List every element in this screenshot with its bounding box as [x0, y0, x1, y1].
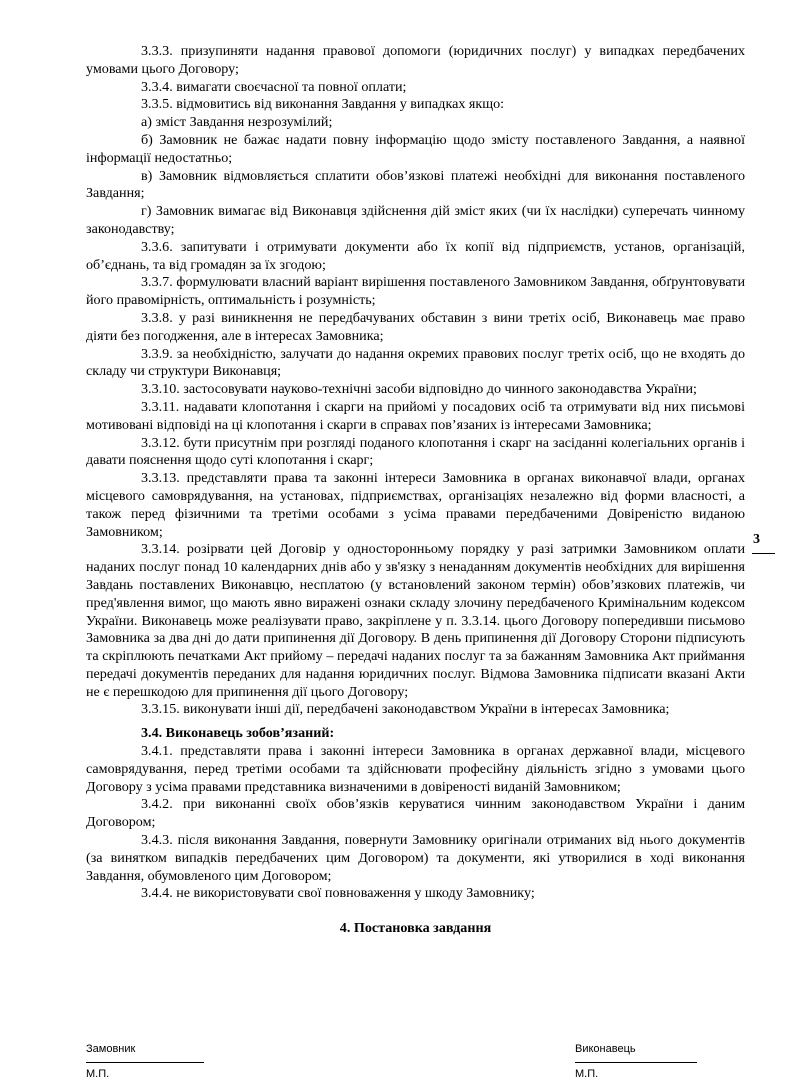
clause-3-3-13: 3.3.13. представляти права та законні інтереси Замовника в органах виконавчої влади, органах місцевого самоврядування, на установах, підприємствах, організаціях незалежно від форми власності, а також перед фізичними та третіми особами з усіма правами передбаченими Довіреністю виданою Замовником;	[86, 470, 745, 540]
clause-3-3-5-g: г) Замовник вимагає від Виконавця здійснення дій зміст яких (чи їх наслідки) суперечать чинному законодавству;	[86, 203, 745, 237]
clause-3-3-14: 3.3.14. розірвати цей Договір у односторонньому порядку у разі затримки Замовником оплати наданих послуг понад 10 календарних днів або у зв'язку з ненаданням документів необхідних для вирішення Завдань поставлених Виконавцю, несплатою (у встановлений законом термін) обов’язкових платежів, чи пред'явлення вимог, що мають явно виражені ознаки складу злочину передбаченого Кримінальним кодексом України. Виконавець може реалізувати право, закріплене у п. 3.3.14. цього Договору попередивши письмово Замовника за два дні до дати припинення дії Договору. В день припинення дії Договору Сторони підписують та скріплюють печатками Акт прийому – передачі наданих послуг та за бажанням Замовника Акт приймання передачі документів переданих для надання юридичних послуг. Відмова Замовника підписати вказані Акти не є перешкодою для припинення дії цього Договору;	[86, 541, 745, 700]
clause-3-4-4: 3.4.4. не використовувати свої повноваження у шкоду Замовнику;	[141, 885, 535, 902]
clause-3-3-5-b: б) Замовник не бажає надати повну інформацію щодо змісту поставленого Завдання, а наявної інформації недостатньо;	[86, 131, 745, 166]
clause-3-3-15: 3.3.15. виконувати інші дії, передбачені законодавством України в інтересах Замовника;	[141, 701, 670, 718]
document-body	[86, 43, 745, 938]
clause-3-3-12: 3.3.12. бути присутнім при розгляді поданого клопотання і скарг на засіданні колегіальних органів і давати пояснення щодо суті клопотання і скарг;	[86, 434, 745, 469]
contractor-label: Виконавець	[575, 1043, 636, 1055]
clause-3-3-4: 3.3.4. вимагати своєчасної та повної оплати;	[141, 78, 407, 95]
customer-stamp-label: М.П.	[86, 1068, 110, 1080]
clause-3-4-3: 3.4.3. після виконання Завдання, повернути Замовнику оригінали отриманих від нього документів (за винятком випадків передбачених цим Договором) та документи, які утворилися в ході виконання Завдання, обумовленого цим Договором;	[86, 832, 745, 884]
clause-3-3-7: 3.3.7. формулювати власний варіант вирішення поставленого Замовником Завдання, обґрунтовувати його правомірність, оптимальність і розумність;	[86, 274, 745, 309]
clause-3-3-9: 3.3.9. за необхідністю, залучати до надання окремих правових послуг третіх осіб, що не входять до складу чи структури Виконавця;	[86, 345, 745, 380]
contractor-stamp-label: М.П.	[575, 1068, 599, 1080]
clause-3-3-5-v: в) Замовник відмовляється сплатити обов’язкові платежі необхідні для виконання поставленого Завдання;	[86, 167, 745, 202]
clause-3-3-3: 3.3.3. призупиняти надання правової допомоги (юридичних послуг) у випадках передбачених умовами цього Договору;	[86, 43, 745, 77]
section-3-4-heading: 3.4. Виконавець зобов’язаний:	[141, 725, 335, 742]
page-number-underline	[752, 553, 775, 554]
customer-label: Замовник	[86, 1043, 136, 1055]
section-4-title: 4. Постановка завдання	[339, 920, 492, 937]
clause-3-4-1: 3.4.1. представляти права і законні інтереси Замовника в органах державної влади, місцевого самоврядування, перед третіми особами та здійснювати професійну діяльність згідно з умовами цього Договору з усіма правами представника визначеними в довіреності виданій Замовником;	[86, 743, 745, 795]
clause-3-3-5: 3.3.5. відмовитись від виконання Завдання у випадках якщо:	[141, 96, 505, 113]
clause-3-3-8: 3.3.8. у разі виникнення не передбачуваних обставин з вини третіх осіб, Виконавець має право діяти без погодження, але в інтересах Замовника;	[86, 309, 745, 344]
page-number: 3	[753, 532, 760, 547]
clause-3-3-5-a: а) зміст Завдання незрозумілий;	[141, 114, 333, 131]
clause-3-3-10: 3.3.10. застосовувати науково-технічні засоби відповідно до чинного законодавства України;	[141, 381, 697, 398]
clause-3-3-6: 3.3.6. запитувати і отримувати документи або їх копії від підприємств, установ, організацій, об’єднань, та від громадян за їх згодою;	[86, 238, 745, 273]
signature-block-customer	[86, 1042, 204, 1082]
clause-3-3-11: 3.3.11. надавати клопотання і скарги на прийомі у посадових осіб та отримувати від них письмові мотивовані відповіді на ці клопотання і скарги в справах пов’язаних із інтересами Замовника;	[86, 398, 745, 433]
signature-block-contractor	[575, 1042, 697, 1082]
clause-3-4-2: 3.4.2. при виконанні своїх обов’язків керуватися чинним законодавством України і даним Договором;	[86, 796, 745, 831]
